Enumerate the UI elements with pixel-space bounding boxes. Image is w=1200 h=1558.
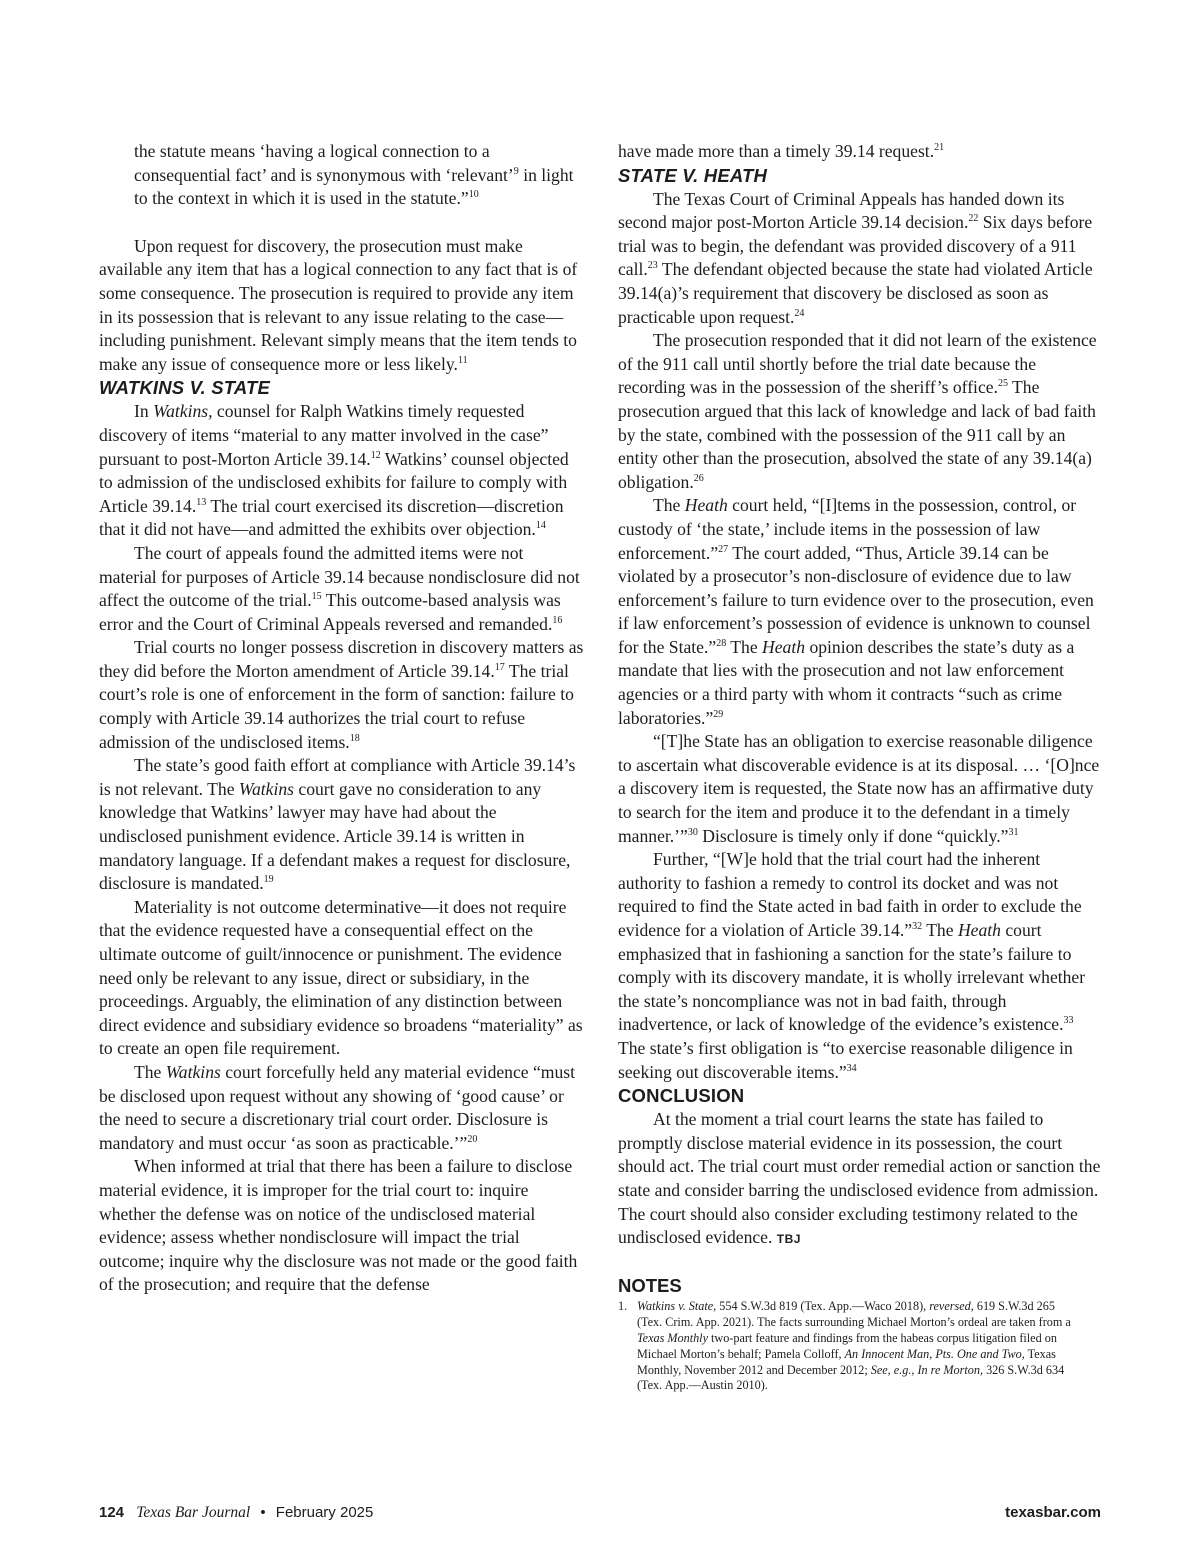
paragraph: Upon request for discovery, the prosecution must make available any item that has a logical connection to any fact that is of some consequence. The prosecution is required to provide any item in its possession that is relevant to any issue relating to the case—including punishment. Relevant simply means that the item tends to make any issue of consequence more or less likely.$^{11}$ xyxy=(99,235,578,374)
paragraph: “[T]he State has an obligation to exercise reasonable diligence to ascertain what discoverable evidence is at its disposal. … ‘[O]nce a discovery item is requested, the State now has an affirmative duty to search for the item and produce it to the defendant in a timely manner.’”$^{30}$ Disclosure is timely only if done “quickly.”$^{31}$ xyxy=(618,731,1100,846)
left-column xyxy=(99,140,584,1297)
paragraph: The state’s good faith effort at compliance with Article 39.14’s is not relevant. The Watkins court gave no consideration to any knowledge that Watkins’ lawyer may have had about the undisclosed punishment evidence. Article 39.14 is written in mandatory language. If a defendant makes a request for disclosure, disclosure is mandated.$^{19}$ xyxy=(99,755,576,894)
issue-date: February 2025 xyxy=(275,1504,374,1521)
notes-section xyxy=(618,1274,1103,1394)
page-footer xyxy=(99,1504,1101,1526)
paragraph: The Watkins court forcefully held any material evidence “must be disclosed upon request without any showing of ‘good cause’ or the need to secure a discretionary trial court order. Disclosure is mandatory and must occur ‘as soon as practicable.’”$^{20}$ xyxy=(99,1061,576,1153)
right-column xyxy=(618,140,1103,1394)
bullet-separator: • xyxy=(260,1504,266,1521)
paragraph-continued: have made more than a timely 39.14 request.$^{21}$ xyxy=(618,141,945,161)
note-item: 1. Watkins v. State, 554 S.W.3d 819 (Tex. App.—Waco 2018), reversed, 619 S.W.3d 265 (Tex. Crim. App. 2021). The facts surrounding Michael Morton’s ordeal are taken from a Texas Monthly two-part feature and findings from the habeas corpus litigation filed on Michael Morton’s behalf; Pamela Colloff, An Innocent Man, Pts. One and Two, Texas Monthly, November 2012 and December 2012; See, e.g., In re Morton, 326 S.W.3d 634 (Tex. App.—Austin 2010). xyxy=(618,1299,1071,1393)
journal-title: Texas Bar Journal xyxy=(136,1504,251,1521)
page-number: 124 xyxy=(99,1504,125,1521)
site-url: texasbar.com xyxy=(1005,1504,1101,1521)
paragraph: Materiality is not outcome determinative—it does not require that the evidence requested have a consequential effect on the ultimate outcome of guilt/innocence or punishment. The evidence need only be relevant to any issue, direct or subsidiary, in the proceedings. Arguably, the elimination of any distinction between direct evidence and subsidiary evidence so broadens “materiality” as to create an open file requirement. xyxy=(99,896,583,1059)
paragraph: Trial courts no longer possess discretion in discovery matters as they did before the Morton amendment of Article 39.14.17 The trial court’s role is one of enforcement in the form of sanction: failure to comply with Article 39.14 authorizes the trial court to refuse admission of the undisclosed items.$^{18}$ xyxy=(99,637,584,752)
notes-heading: NOTES xyxy=(618,1274,682,1296)
paragraph: The court of appeals found the admitted items were not material for purposes of Article 39.14 because nondisclosure did not affect the outcome of the trial.$^{15}$ This outcome-based analysis was error and the Court of Criminal Appeals reversed and remanded.$^{16}$ xyxy=(99,542,580,634)
block-quote: the statute means ‘having a logical connection to a consequential fact’ and is synonymous with ‘relevant’$^9$ in light to the context in which it is used in the statute.”$^{10}$ xyxy=(134,141,574,209)
paragraph: The prosecution responded that it did not learn of the existence of the 911 call until shortly before the trial date because the recording was in the possession of the sheriff’s office.$^{25}$ The prosecution argued that this lack of knowledge and lack of bad faith by the state, combined with the possession of the 911 call by an entity other than the prosecution, absolved the state of any 39.14(a) obligation.$^{26}$ xyxy=(618,330,1097,492)
section-heading-conclusion: CONCLUSION xyxy=(618,1085,745,1107)
section-heading-heath: STATE V. HEATH xyxy=(618,164,768,186)
paragraph: Further, “[W]e hold that the trial court had the inherent authority to fashion a remedy to control its docket and was not required to find the State acted in bad faith in order to exclude the evidence for a violation of Article 39.14.”$^{32}$ The Heath court emphasized that in fashioning a sanction for the state’s failure to comply with its discovery mandate, it is wholly irrelevant whether the state’s noncompliance was not in bad faith, through inadvertence, or lack of knowledge of the evidence’s existence.$^{33}$ The state’s first obligation is “to exercise reasonable diligence in seeking out discoverable items.”$^{34}$ xyxy=(618,849,1086,1082)
footer-left xyxy=(99,1504,373,1522)
paragraph: In Watkins, counsel for Ralph Watkins timely requested discovery of items “material to any matter involved in the case” pursuant to post-Morton Article 39.14.12 Watkins’ counsel objected to admission of the undisclosed exhibits for failure to comply with Article 39.14.13 The trial court exercised its discretion—discretion that it did not have—and admitted the exhibits over objection.$^{14}$ xyxy=(99,401,569,540)
paragraph: When informed at trial that there has been a failure to disclose material evidence, it is improper for the trial court to: inquire whether the defense was on notice of the undisclosed material evidence; assess whether nondisclosure will impact the trial outcome; inquire why the disclosure was not made or the good faith of the prosecution; and require that the defense xyxy=(99,1156,578,1295)
end-mark: TBJ xyxy=(776,1232,801,1247)
paragraph: The Heath court held, “[I]tems in the possession, control, or custody of ‘the state,’ include items in the possession of law enforcement.”$^{27}$ The court added, “Thus, Article 39.14 can be violated by a prosecutor’s non-disclosure of evidence due to law enforcement’s failure to turn evidence over to the prosecution, even if law enforcement’s possession of evidence is unknown to counsel for the State.”$^{28}$ The Heath opinion describes the state’s duty as a mandate that lies with the prosecution and not law enforcement agencies or a third party with whom it contracts “such as crime laboratories.”$^{29}$ xyxy=(618,495,1094,728)
section-heading-watkins: WATKINS V. STATE xyxy=(99,377,271,399)
paragraph: The Texas Court of Criminal Appeals has handed down its second major post-Morton Article 39.14 decision.$^{22}$ Six days before trial was to begin, the defendant was provided discovery of a 911 call.$^{23}$ The defendant objected because the state had violated Article 39.14(a)’s requirement that discovery be disclosed as soon as practicable upon request.$^{24}$ xyxy=(618,188,1093,327)
paragraph: At the moment a trial court learns the state has failed to promptly disclose material evidence in its possession, the court should act. The trial court must order remedial action or sanction the state and consider barring the undisclosed evidence from admission. The court should also consider excluding testimony related to the undisclosed evidence. TBJ xyxy=(618,1109,1101,1248)
